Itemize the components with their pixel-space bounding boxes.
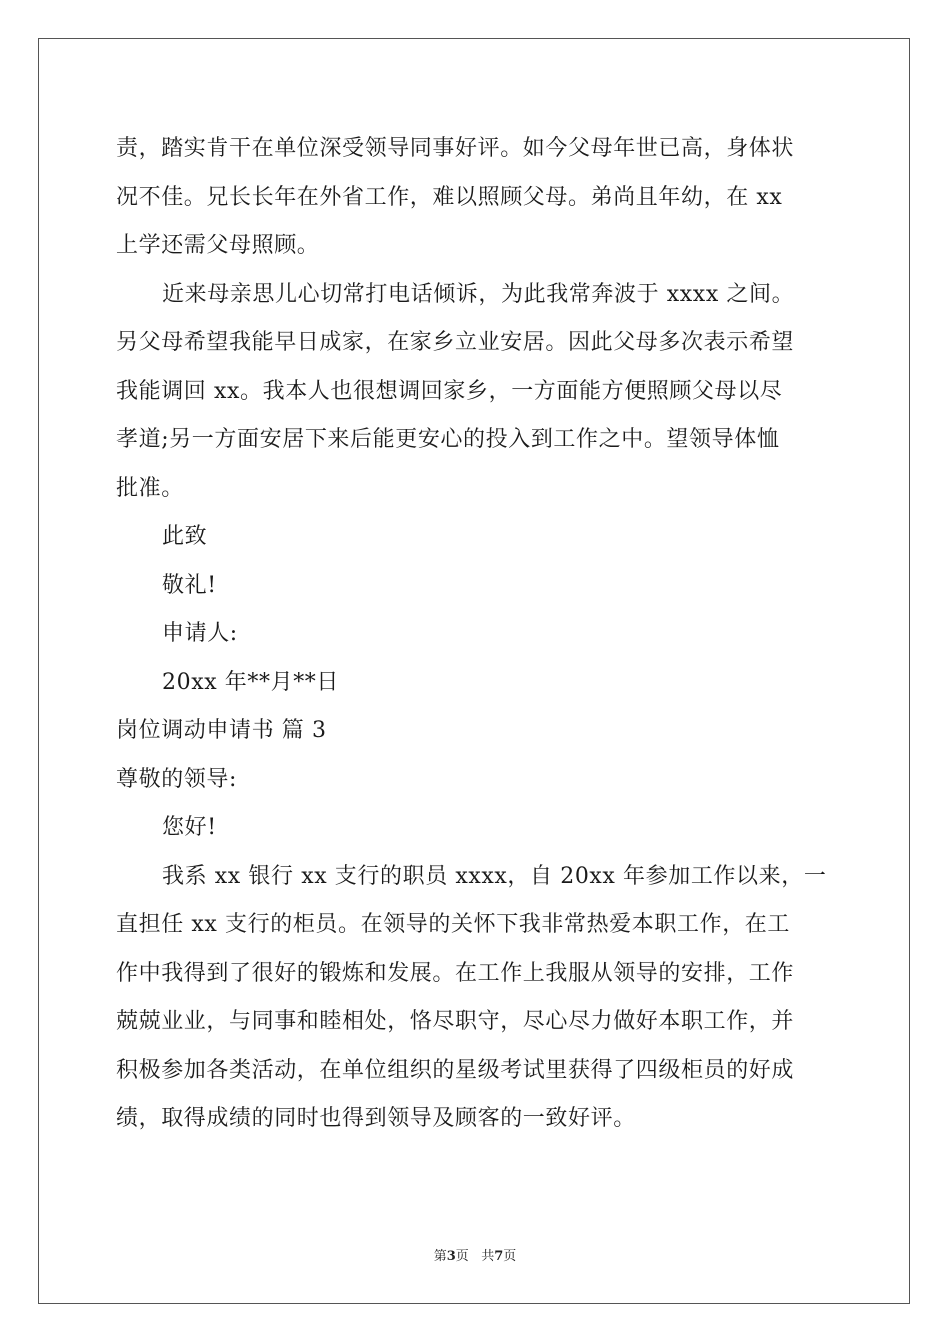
document-body — [116, 125, 838, 1144]
footer-total-suffix: 页 — [503, 1249, 517, 1264]
text-line: 我能调回 xx。我本人也很想调回家乡，一方面能方便照顾父母以尽 — [116, 378, 783, 404]
text-line: 我系 xx 银行 xx 支行的职员 xxxx，自 20xx 年参加工作以来，一 — [162, 863, 827, 889]
footer-page-number: 3 — [446, 1249, 456, 1264]
text-line: 积极参加各类活动，在单位组织的星级考试里获得了四级柜员的好成 — [116, 1057, 795, 1083]
text-line: 批准。 — [116, 475, 184, 501]
closing-regards: 敬礼! — [162, 572, 217, 598]
footer-page-prefix: 第 — [433, 1249, 447, 1264]
text-line: 另父母希望我能早日成家，在家乡立业安居。因此父母多次表示希望 — [116, 330, 795, 355]
footer-total-pages: 7 — [494, 1249, 504, 1264]
closing-salutation: 此致 — [162, 524, 208, 549]
text-line: 近来母亲思儿心切常打电话倾诉，为此我常奔波于 xxxx 之间。 — [162, 281, 795, 307]
text-line: 况不佳。兄长长年在外省工作，难以照顾父母。弟尚且年幼，在 xx — [116, 184, 783, 210]
section-title: 岗位调动申请书 篇 3 — [116, 718, 327, 743]
text-line: 上学还需父母照顾。 — [116, 233, 320, 258]
text-line: 孝道;另一方面安居下来后能更安心的投入到工作之中。望领导体恤 — [116, 427, 780, 452]
greeting: 您好! — [162, 815, 217, 840]
text-line: 绩，取得成绩的同时也得到领导及顾客的一致好评。 — [116, 1106, 636, 1131]
page-footer — [0, 1247, 950, 1267]
applicant-label: 申请人: — [162, 621, 238, 646]
text-line: 兢兢业业，与同事和睦相处，恪尽职守，尽心尽力做好本职工作，并 — [116, 1009, 795, 1034]
text-line: 直担任 xx 支行的柜员。在领导的关怀下我非常热爱本职工作，在工 — [116, 912, 791, 937]
footer-total-prefix: 共 — [481, 1249, 495, 1264]
footer-page-suffix: 页 — [455, 1249, 469, 1264]
text-line: 作中我得到了很好的锻炼和发展。在工作上我服从领导的安排，工作 — [116, 960, 795, 986]
text-line: 责，踏实肯干在单位深受领导同事好评。如今父母年世已高，身体状 — [116, 136, 795, 161]
date-line: 20xx 年**月**日 — [162, 669, 340, 695]
addressee: 尊敬的领导: — [116, 766, 238, 792]
